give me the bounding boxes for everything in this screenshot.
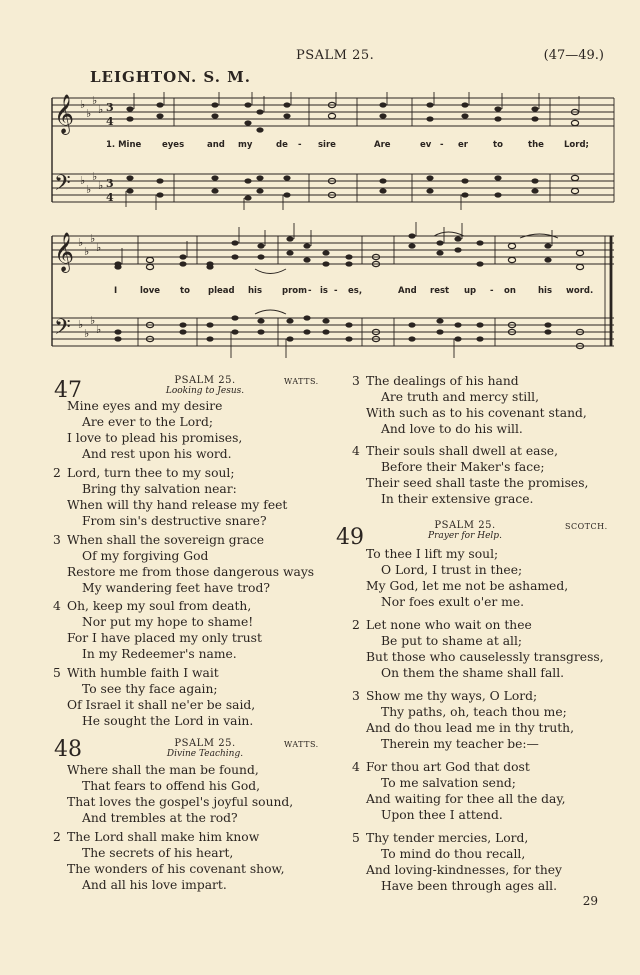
verse-line: And trembles at the rod? xyxy=(82,811,238,826)
verse-line: And do thou lead me in thy truth, xyxy=(366,721,575,736)
svg-text:♭: ♭ xyxy=(96,323,102,336)
lyric-syllable: - xyxy=(308,286,312,296)
hymn-number: 47 xyxy=(54,378,82,403)
verse-line: The Lord shall make him know xyxy=(67,830,260,844)
lyric-syllable: rest xyxy=(430,286,450,296)
verse xyxy=(366,546,568,610)
lyric-syllable: er xyxy=(458,140,468,150)
svg-text:3: 3 xyxy=(106,177,114,190)
verse-line: That loves the gospel's joyful sound, xyxy=(67,795,294,810)
lyric-syllable: to xyxy=(493,140,503,150)
verse-number: 4 xyxy=(352,444,360,458)
verse-number: 4 xyxy=(352,760,360,774)
verse-number: 3 xyxy=(53,533,61,547)
svg-text:𝄞: 𝄞 xyxy=(54,94,75,134)
verse-line: Their seed shall taste the promises, xyxy=(366,476,589,491)
lyric-syllable: plead xyxy=(208,286,235,296)
lyric-syllable: prom xyxy=(282,286,307,296)
running-head xyxy=(0,48,640,68)
music-system-1 xyxy=(50,92,616,210)
verse xyxy=(67,398,242,462)
verse xyxy=(53,465,288,529)
verse-line: In my Redeemer's name. xyxy=(82,647,237,662)
lyric-syllable: Lord; xyxy=(564,140,589,150)
lyric-syllable: is xyxy=(320,286,328,296)
svg-text:♭: ♭ xyxy=(98,103,104,116)
lyric-syllable: es, xyxy=(348,286,363,296)
verse xyxy=(352,443,589,507)
svg-text:𝄢: 𝄢 xyxy=(54,171,71,201)
verse-line: My God, let me not be ashamed, xyxy=(366,579,569,594)
hymn-author: SCOTCH. xyxy=(565,522,608,531)
running-head-psalm: PSALM 25. xyxy=(296,48,375,63)
verse-line: To see thy face again; xyxy=(82,682,218,697)
svg-text:4: 4 xyxy=(106,191,114,204)
svg-text:♭: ♭ xyxy=(92,94,98,107)
hymn-number: 49 xyxy=(336,525,364,550)
hymn-subtitle: Divine Teaching. xyxy=(166,749,244,759)
svg-text:♭: ♭ xyxy=(78,236,84,249)
verse-line: Where shall the man be found, xyxy=(67,763,259,777)
lyric-syllable: 1. Mine xyxy=(106,140,142,150)
music-staves-1 xyxy=(50,92,616,210)
verse-line: With humble faith I wait xyxy=(67,666,219,680)
verse-line: To thee I lift my soul; xyxy=(366,547,499,561)
page-number: 29 xyxy=(582,894,598,908)
verse-line: The wonders of his covenant show, xyxy=(67,862,285,877)
lyric-syllable: and xyxy=(207,140,225,150)
verse xyxy=(53,598,262,662)
verse-number: 5 xyxy=(53,666,61,680)
lyric-syllable: to xyxy=(180,286,190,296)
verse-line: The secrets of his heart, xyxy=(82,846,234,861)
verse-number: 3 xyxy=(352,374,360,388)
svg-text:♭: ♭ xyxy=(96,241,102,254)
verse-line: Upon thee I attend. xyxy=(381,808,503,823)
verse xyxy=(53,665,256,729)
verse-line: Of Israel it shall ne'er be said, xyxy=(67,698,256,713)
svg-text:♭: ♭ xyxy=(90,232,96,245)
verse-number: 2 xyxy=(352,618,360,632)
lyric-syllable: ev xyxy=(420,140,432,150)
verse-line: And rest upon his word. xyxy=(82,447,232,462)
lyric-syllable: I xyxy=(114,286,118,296)
verse-line: Before their Maker's face; xyxy=(381,460,545,475)
verse-line: Let none who wait on thee xyxy=(366,618,532,632)
verse-line: When shall the sovereign grace xyxy=(67,533,265,547)
lyric-syllable: his xyxy=(538,286,553,296)
hymn-subtitle: Looking to Jesus. xyxy=(165,386,245,396)
verse-line: That fears to offend his God, xyxy=(82,779,261,794)
verse-number: 4 xyxy=(53,599,61,613)
verse-number: 2 xyxy=(53,466,61,480)
lyric-syllable: eyes xyxy=(162,140,185,150)
svg-text:♭: ♭ xyxy=(80,98,86,111)
verse-line: Are ever to the Lord; xyxy=(82,415,213,430)
verse-line: The dealings of his hand xyxy=(366,374,519,388)
hymn-header xyxy=(110,375,300,396)
verse-line: Their souls shall dwell at ease, xyxy=(366,444,558,458)
hymn-title: PSALM 25. xyxy=(174,375,236,386)
verse-line: O Lord, I trust in thee; xyxy=(381,563,523,578)
lyric-syllable: - xyxy=(440,140,444,150)
svg-text:♭: ♭ xyxy=(86,183,92,196)
verse-line: Therein my teacher be:— xyxy=(381,737,539,752)
verse-line: From sin's destructive snare? xyxy=(82,514,267,529)
lyric-syllable: - xyxy=(334,286,338,296)
verse xyxy=(67,762,293,826)
lyric-syllable: his xyxy=(248,286,263,296)
verse xyxy=(53,532,315,596)
verse-number: 5 xyxy=(352,831,360,845)
lyric-syllable: on xyxy=(504,286,516,296)
verse xyxy=(352,373,587,437)
svg-text:♭: ♭ xyxy=(78,318,84,331)
verse xyxy=(352,759,566,823)
verse-number: 3 xyxy=(352,689,360,703)
verse-line: My wandering feet have trod? xyxy=(82,581,270,596)
music-staves-2 xyxy=(50,222,616,362)
hymn-subtitle: Prayer for Help. xyxy=(428,531,502,541)
verse-line: When will thy hand release my feet xyxy=(67,498,288,513)
verse-number: 2 xyxy=(53,830,61,844)
verse-line: And love to do his will. xyxy=(381,422,523,437)
verse xyxy=(352,688,575,752)
tune-name: LEIGHTON. S. M. xyxy=(90,68,251,86)
verse-line: To mind do thou recall, xyxy=(381,847,526,862)
lyric-syllable: love xyxy=(140,286,161,296)
verse-line: Are truth and mercy still, xyxy=(381,390,540,405)
hymn-title: PSALM 25. xyxy=(174,738,236,749)
svg-text:𝄢: 𝄢 xyxy=(54,315,71,345)
svg-text:♭: ♭ xyxy=(90,314,96,327)
verse-line: In their extensive grace. xyxy=(381,492,534,507)
verse-line: But those who causelessly transgress, xyxy=(366,650,604,665)
verse-line: Mine eyes and my desire xyxy=(67,399,223,413)
svg-text:𝄞: 𝄞 xyxy=(54,232,75,272)
running-head-hymn-range: (47—49.) xyxy=(543,48,604,63)
svg-text:♭: ♭ xyxy=(84,245,90,258)
verse-line: With such as to his covenant stand, xyxy=(366,406,587,421)
lyric-syllable: the xyxy=(528,140,544,150)
lyric-syllable: word. xyxy=(566,286,594,296)
svg-text:4: 4 xyxy=(106,115,114,128)
verse-line: Of my forgiving God xyxy=(82,549,209,564)
svg-text:♭: ♭ xyxy=(80,174,86,187)
verse-line: To me salvation send; xyxy=(381,776,516,791)
lyric-syllable: up xyxy=(464,286,477,296)
svg-text:♭: ♭ xyxy=(84,327,90,340)
verse-line: And all his love impart. xyxy=(82,878,227,893)
verse-line: Thy tender mercies, Lord, xyxy=(366,831,529,845)
verse-line: He sought the Lord in vain. xyxy=(82,714,254,729)
hymn-author: WATTS. xyxy=(284,377,319,386)
verse-line: Be put to shame at all; xyxy=(381,634,523,649)
svg-text:♭: ♭ xyxy=(92,170,98,183)
verse-line: Thy paths, oh, teach thou me; xyxy=(381,705,567,720)
verse xyxy=(53,829,285,893)
lyric-syllable: sire xyxy=(318,140,336,150)
verse xyxy=(352,830,562,894)
verse-line: Show me thy ways, O Lord; xyxy=(366,689,538,703)
hymn-header xyxy=(380,520,550,541)
hymn-author: WATTS. xyxy=(284,740,319,749)
svg-text:♭: ♭ xyxy=(86,107,92,120)
verse-line: Restore me from those dangerous ways xyxy=(67,565,315,580)
lyric-syllable: - xyxy=(298,140,302,150)
verse-line: Lord, turn thee to my soul; xyxy=(67,466,235,480)
lyric-syllable: my xyxy=(238,140,253,150)
lyric-syllable: And xyxy=(398,286,417,296)
lyric-syllable: Are xyxy=(374,140,391,150)
svg-text:3: 3 xyxy=(106,101,114,114)
verse-line: I love to plead his promises, xyxy=(67,431,243,446)
verse xyxy=(352,617,604,681)
verse-line: Have been through ages all. xyxy=(381,879,558,894)
verse-line: And waiting for thee all the day, xyxy=(366,792,566,807)
verse-line: Nor put my hope to shame! xyxy=(82,615,254,630)
music-system-2 xyxy=(50,222,616,362)
lyric-syllable: - xyxy=(490,286,494,296)
verse-line: Nor foes exult o'er me. xyxy=(381,595,525,610)
verse-line: Bring thy salvation near: xyxy=(82,482,237,497)
hymn-header xyxy=(110,738,300,759)
verse-line: For thou art God that dost xyxy=(366,760,530,774)
verse-line: Oh, keep my soul from death, xyxy=(67,599,252,613)
lyric-syllable: de xyxy=(276,140,288,150)
verse-line: For I have placed my only trust xyxy=(67,631,262,646)
hymn-title: PSALM 25. xyxy=(434,520,496,531)
verse-line: And loving-kindnesses, for they xyxy=(366,863,562,878)
verse-line: On them the shame shall fall. xyxy=(381,666,565,681)
svg-text:♭: ♭ xyxy=(98,179,104,192)
hymn-number: 48 xyxy=(54,737,82,762)
